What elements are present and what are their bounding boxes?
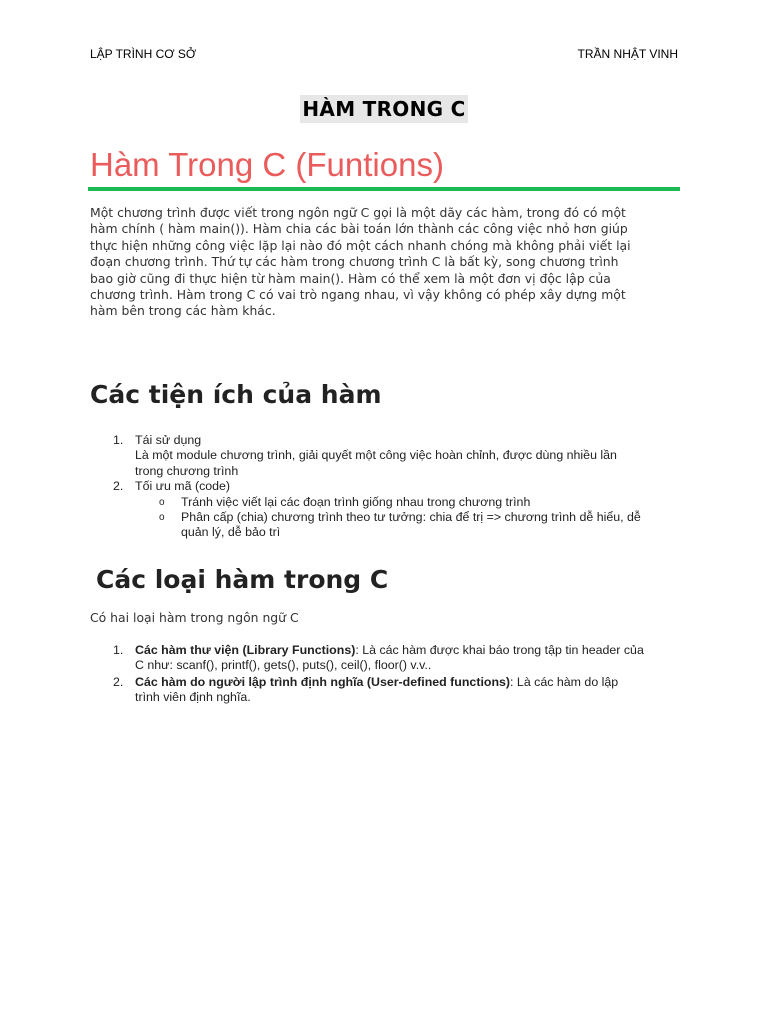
main-heading: Hàm Trong C (Funtions) (90, 146, 444, 183)
sub-list-item (159, 495, 673, 510)
circle-bullet-icon: o (159, 496, 165, 508)
circle-bullet-icon: o (159, 512, 165, 524)
list-number: 1. (113, 643, 124, 657)
intro-line: bao giờ cũng đi thực hiện từ hàm main(). Hàm có thể xem là một đơn vị độc lập của (90, 270, 611, 286)
list-item-title: Tái sử dụng (135, 433, 202, 447)
function-types-intro: Có hai loại hàm trong ngôn ngữ C (90, 610, 299, 625)
list-item-text: trong chương trình (135, 463, 239, 478)
list-item-text: Là một module chương trình, giải quyết một công việc hoàn chỉnh, được dùng nhiều lần (135, 448, 617, 463)
heading-divider (88, 187, 680, 191)
header-author-name: TRẦN NHẬT VINH (577, 47, 678, 61)
page-header (90, 47, 678, 63)
intro-line: hàm bên trong các hàm khác. (90, 303, 276, 319)
list-item (113, 675, 683, 706)
list-item-title: Tối ưu mã (code) (135, 479, 231, 494)
list-number: 2. (113, 674, 124, 689)
list-number: 2. (113, 479, 124, 494)
list-item-text: : Là các hàm được khai báo trong tập tin header của (355, 643, 644, 657)
function-types-list (113, 643, 683, 707)
list-item (113, 479, 673, 541)
document-title-wrap (0, 95, 768, 123)
intro-line: chương trình. Hàm trong C có vai trò ngang nhau, vì vậy không có phép xây dựng một (90, 287, 626, 303)
list-item-text: trình viên định nghĩa. (135, 690, 251, 705)
list-item-line (135, 643, 683, 658)
header-course-name: LẬP TRÌNH CƠ SỞ (90, 47, 197, 61)
list-number: 1. (113, 433, 124, 447)
intro-line: đoạn chương trình. Thứ tự các hàm trong chương trình C là bất kỳ, song chương trình (90, 254, 619, 270)
intro-line: thực hiện những công việc lặp lại nào đó một cách nhanh chóng mà không phải viết lại (90, 237, 631, 253)
list-item-text: C như: scanf(), printf(), gets(), puts(), ceil(), floor() v.v.. (135, 658, 432, 673)
intro-line: Một chương trình được viết trong ngôn ngữ C gọi là một dãy các hàm, trong đó có một (90, 205, 626, 220)
list-item (113, 433, 673, 479)
sub-list-text: Phân cấp (chia) chương trình theo tư tưởng: chia để trị => chương trình dễ hiểu, dễ (181, 510, 641, 525)
list-item-term: Các hàm thư viện (Library Functions) (135, 643, 356, 657)
sub-list-text: quản lý, dễ bảo trì (181, 525, 281, 540)
sub-list-item (159, 510, 673, 541)
list-item-text: : Là các hàm do lập (510, 674, 619, 689)
section-heading-function-types: Các loại hàm trong C (96, 565, 389, 594)
document-title: HÀM TRONG C (302, 97, 466, 121)
section-heading-benefits: Các tiện ích của hàm (90, 380, 382, 409)
list-item-term: Các hàm do người lập trình định nghĩa (User-defined functions) (135, 674, 511, 689)
sub-list (159, 495, 673, 541)
benefits-list (113, 433, 673, 541)
list-item-line (135, 675, 683, 690)
intro-paragraph (90, 205, 680, 320)
intro-line: hàm chính ( hàm main()). Hàm chia các bài toán lớn thành các công việc nhỏ hơn giúp (90, 221, 628, 237)
list-item (113, 643, 683, 674)
sub-list-text: Tránh việc viết lại các đoạn trình giống nhau trong chương trình (181, 494, 531, 509)
